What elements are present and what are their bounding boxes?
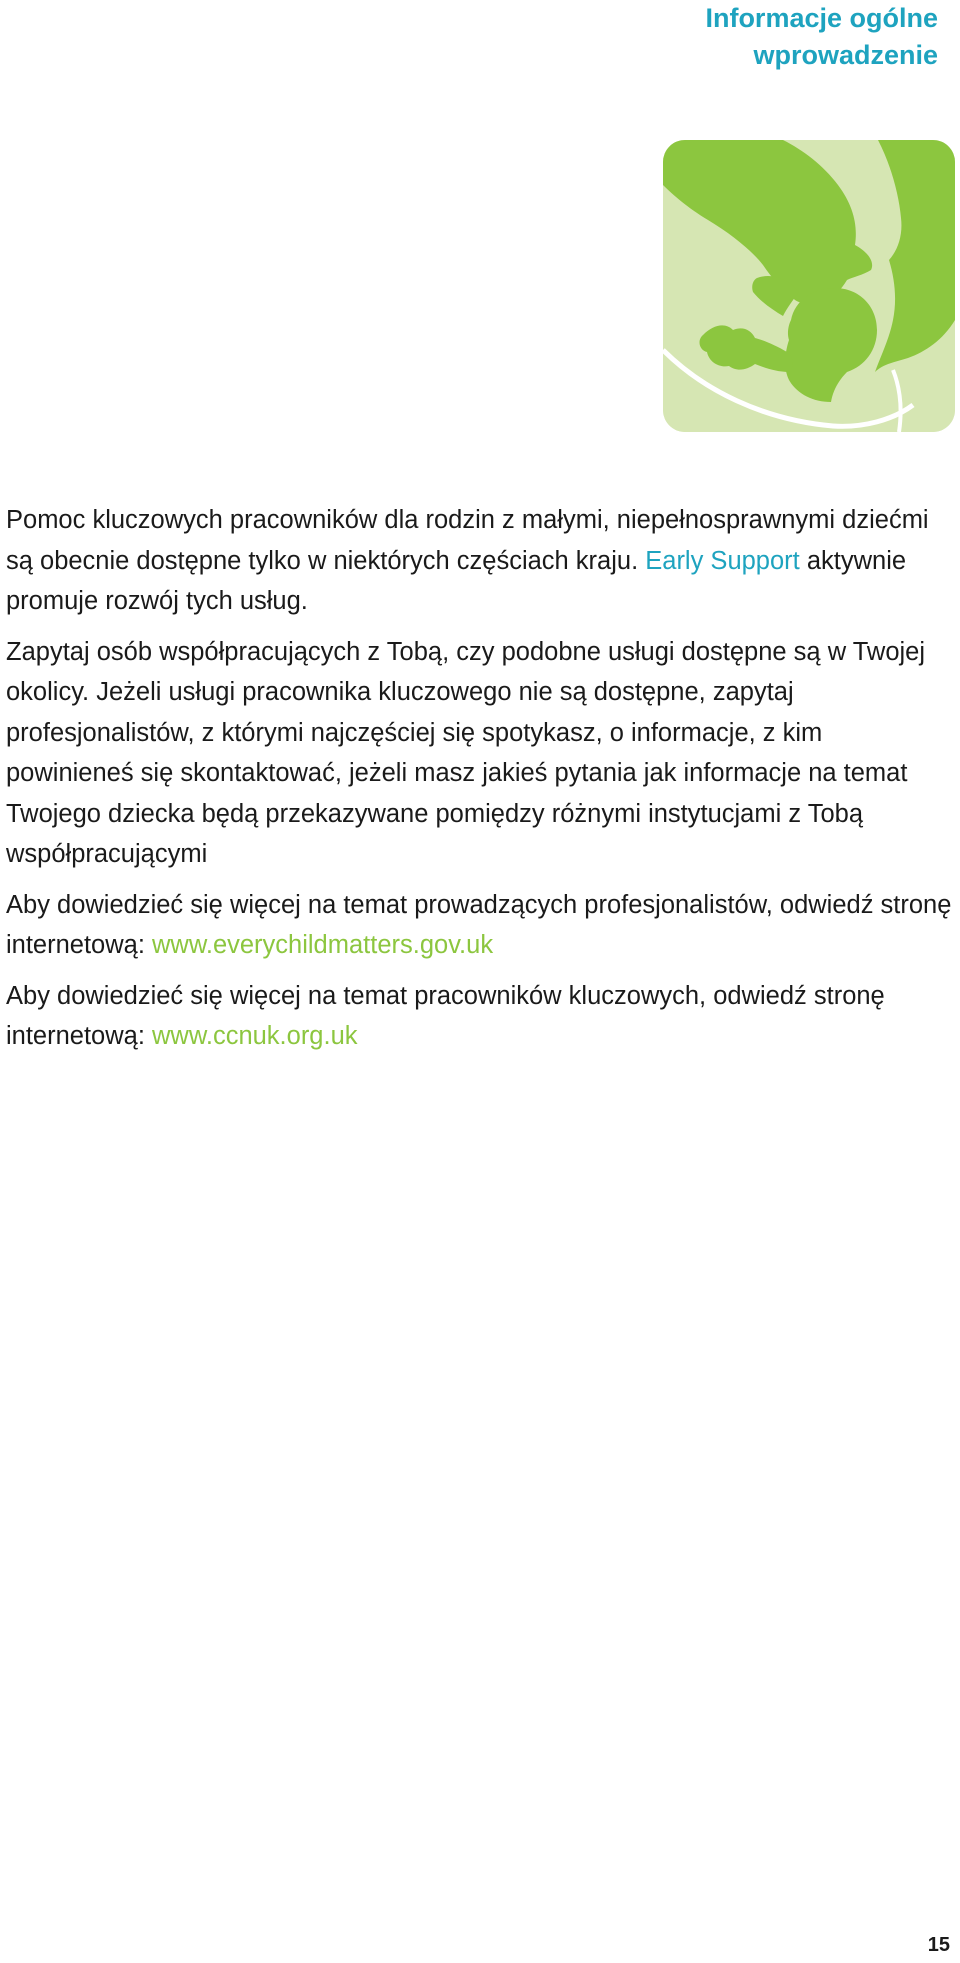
ccnuk-link[interactable]: www.ccnuk.org.uk	[152, 1022, 358, 1050]
paragraph-text: aktywnie promuje rozwój tych usług.	[6, 546, 907, 615]
section-subtitle: wprowadzenie	[753, 40, 938, 70]
paragraph-early-support	[6, 500, 956, 622]
mother-and-baby-silhouette-icon	[663, 140, 955, 432]
body-text	[6, 500, 956, 1067]
paragraph-text: Aby dowiedzieć się więcej na temat pracowników kluczowych, odwiedź stronę internetową:	[6, 981, 885, 1050]
paragraph-ask-services: Zapytaj osób współpracujących z Tobą, czy podobne usługi dostępne są w Twojej okolicy. Jeżeli usługi pracownika kluczowego nie są dostępne, zapytaj profesjonalistów, z którymi najczęściej się spotykasz, o informacje, z kim powinieneś się skontaktować, jeżeli masz jakieś pytania jak informacje na temat Twojego dziecka będą przekazywane pomiędzy różnymi instytucjami z Tobą współpracującymi	[6, 637, 926, 868]
paragraph-professionals	[6, 885, 956, 966]
paragraph-key-workers	[6, 976, 956, 1057]
everychildmatters-link[interactable]: www.everychildmatters.gov.uk	[152, 931, 494, 959]
section-title: Informacje ogólne	[705, 3, 938, 33]
paragraph-text: Aby dowiedzieć się więcej na temat prowadzących profesjonalistów, odwiedź stronę internetową:	[6, 890, 952, 959]
paragraph-text: Pomoc kluczowych pracowników dla rodzin z małymi, niepełnosprawnymi dziećmi są obecnie dostępne tylko w niektórych częściach kraju.	[6, 506, 929, 575]
page-number: 15	[927, 1934, 950, 1956]
early-support-link[interactable]: Early Support	[645, 546, 800, 575]
section-header	[705, 0, 938, 74]
